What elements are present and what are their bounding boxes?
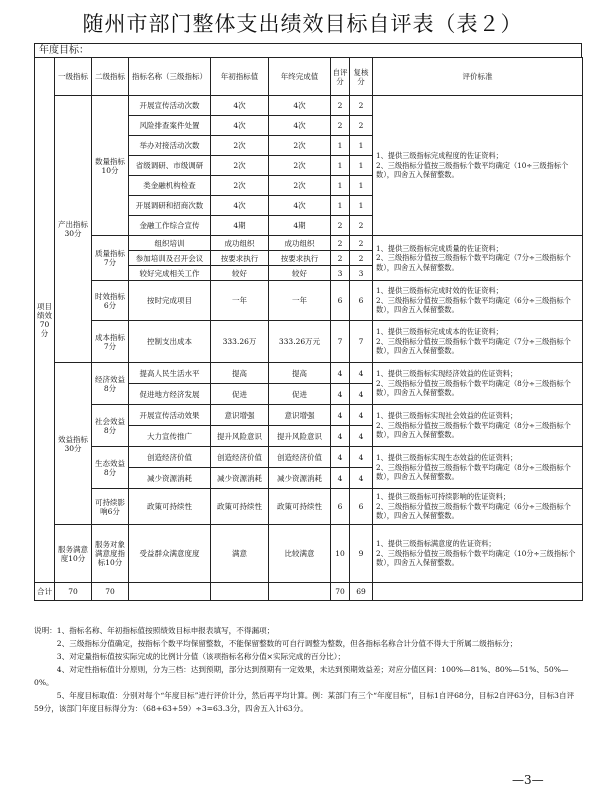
row-actual: 较好 xyxy=(269,266,331,281)
row-name: 按时完成项目 xyxy=(129,281,211,321)
row-self: 2 xyxy=(331,96,350,116)
row-name: 政策可持续性 xyxy=(129,489,211,525)
project-label: 项目绩效70分 xyxy=(35,58,55,583)
table-row xyxy=(35,363,583,384)
criteria-cost: 1、提供三级指标完成成本的佐证资料； 2、三级指标分值按三级指标个数平均确定（7分÷三级指标个数），四舍五入保留整数。 xyxy=(373,321,583,363)
table-row xyxy=(35,281,583,321)
criteria-economic: 1、提供三级指标实现经济效益的佐证资料； 2、三级指标分值按三级指标个数平均确定（8分÷三级指标个数），四舍五入保留整数。 xyxy=(373,363,583,405)
header-actual: 年终完成值 xyxy=(269,58,331,96)
row-review: 9 xyxy=(350,525,373,583)
row-name: 促进地方经济发展 xyxy=(129,384,211,405)
page-number: —3— xyxy=(512,773,544,787)
row-review: 1 xyxy=(350,136,373,156)
row-initial: 满意 xyxy=(211,525,269,583)
year-goal-label: 年度目标： xyxy=(34,43,582,57)
row-initial: 政策可持续性 xyxy=(211,489,269,525)
row-actual: 成功组织 xyxy=(269,236,331,251)
row-name: 大力宣传推广 xyxy=(129,426,211,447)
total-level2: 70 xyxy=(92,583,129,601)
row-review: 2 xyxy=(350,236,373,251)
row-initial: 一年 xyxy=(211,281,269,321)
row-name: 开展宣传活动次数 xyxy=(129,96,211,116)
row-review: 1 xyxy=(350,196,373,216)
group-satisfaction: 服务对象满意度指标10分 xyxy=(92,525,129,583)
row-self: 2 xyxy=(331,116,350,136)
row-name: 组织培训 xyxy=(129,236,211,251)
row-review: 4 xyxy=(350,384,373,405)
row-self: 1 xyxy=(331,136,350,156)
row-review: 1 xyxy=(350,156,373,176)
header-level1: 一级指标 xyxy=(55,58,92,96)
row-name: 控制支出成本 xyxy=(129,321,211,363)
row-initial: 提高 xyxy=(211,363,269,384)
row-self: 1 xyxy=(331,176,350,196)
header-self: 自评分 xyxy=(331,58,350,96)
group-quality: 质量指标7分 xyxy=(92,236,129,281)
row-actual: 333.26万元 xyxy=(269,321,331,363)
row-name: 提高人民生活水平 xyxy=(129,363,211,384)
row-actual: 2次 xyxy=(269,136,331,156)
group-quantity: 数量指标10分 xyxy=(92,96,129,236)
notes xyxy=(34,624,582,715)
total-row xyxy=(35,583,583,601)
header-name: 指标名称（三级指标） xyxy=(129,58,211,96)
row-name: 开展宣传活动效果 xyxy=(129,405,211,426)
row-name: 减少资源消耗 xyxy=(129,468,211,489)
row-initial: 促进 xyxy=(211,384,269,405)
row-self: 4 xyxy=(331,447,350,468)
row-initial: 2次 xyxy=(211,136,269,156)
note-line: 说明：1、指标名称、年初指标值按照绩效目标申报表填写，不得漏项； xyxy=(34,626,275,635)
row-self: 10 xyxy=(331,525,350,583)
row-actual: 4次 xyxy=(269,116,331,136)
row-self: 6 xyxy=(331,489,350,525)
table-row xyxy=(35,405,583,426)
table-row xyxy=(35,489,583,525)
row-review: 6 xyxy=(350,489,373,525)
row-actual: 2次 xyxy=(269,156,331,176)
group-output: 产出指标30分 xyxy=(55,96,92,363)
row-name: 金融工作综合宣传 xyxy=(129,216,211,236)
header-criteria: 评价标准 xyxy=(373,58,583,96)
row-self: 1 xyxy=(331,196,350,216)
row-review: 1 xyxy=(350,176,373,196)
criteria-sustain: 1、提供三级指标可持续影响的佐证资料； 2、三级指标分值按三级指标个数平均确定（6分÷三级指标个数），四舍五入保留整数。 xyxy=(373,489,583,525)
group-timeliness: 时效指标6分 xyxy=(92,281,129,321)
criteria-quantity: 1、提供三级指标完成程度的佐证资料； 2、三级指标分值按三级指标个数平均确定（10÷三级指标个数），四舍五入保留整数。 xyxy=(373,96,583,236)
row-name: 参加培训及召开会议 xyxy=(129,251,211,266)
row-self: 7 xyxy=(331,321,350,363)
criteria-timeliness: 1、提供三级指标完成时效的佐证资料； 2、三级指标分值按三级指标个数平均确定（6分÷三级指标个数），四舍五入保留整数。 xyxy=(373,281,583,321)
row-review: 6 xyxy=(350,281,373,321)
row-self: 2 xyxy=(331,251,350,266)
row-name: 开展调研和招商次数 xyxy=(129,196,211,216)
group-ecological: 生态效益8分 xyxy=(92,447,129,489)
row-initial: 较好 xyxy=(211,266,269,281)
total-review: 69 xyxy=(350,583,373,601)
row-initial: 减少资源消耗 xyxy=(211,468,269,489)
total-self: 70 xyxy=(331,583,350,601)
row-actual: 4次 xyxy=(269,196,331,216)
table-row xyxy=(35,96,583,116)
row-actual: 提升风险意识 xyxy=(269,426,331,447)
row-initial: 333.26万 xyxy=(211,321,269,363)
row-self: 6 xyxy=(331,281,350,321)
row-actual: 一年 xyxy=(269,281,331,321)
group-social: 社会效益8分 xyxy=(92,405,129,447)
total-level1: 70 xyxy=(55,583,92,601)
row-actual: 减少资源消耗 xyxy=(269,468,331,489)
row-initial: 4次 xyxy=(211,96,269,116)
row-self: 4 xyxy=(331,426,350,447)
criteria-social: 1、提供三级指标实现社会效益的佐证资料； 2、三级指标分值按三级指标个数平均确定（8分÷三级指标个数），四舍五入保留整数。 xyxy=(373,405,583,447)
row-initial: 提升风险意识 xyxy=(211,426,269,447)
note-line: 2、三级指标分值确定，按指标个数平均保留整数，不能保留整数的可自行调整为整数，但各指标名称合计分值不得大于所属二级指标分； xyxy=(56,639,518,648)
group-sustain: 可持续影响6分 xyxy=(92,489,129,525)
table-row xyxy=(35,525,583,583)
header-row xyxy=(35,58,583,96)
row-name: 较好完成相关工作 xyxy=(129,266,211,281)
criteria-quality: 1、提供三级指标完成质量的佐证资料； 2、三级指标分值按三级指标个数平均确定（7分÷三级指标个数），四舍五入保留整数。 xyxy=(373,236,583,281)
row-actual: 政策可持续性 xyxy=(269,489,331,525)
total-label: 合计 xyxy=(35,583,55,601)
row-actual: 比较满意 xyxy=(269,525,331,583)
group-cost: 成本指标7分 xyxy=(92,321,129,363)
group-service: 服务满意度10分 xyxy=(55,525,92,583)
row-review: 7 xyxy=(350,321,373,363)
row-self: 4 xyxy=(331,363,350,384)
row-review: 4 xyxy=(350,426,373,447)
row-name: 省级调研、市级调研 xyxy=(129,156,211,176)
row-actual: 提高 xyxy=(269,363,331,384)
row-self: 2 xyxy=(331,236,350,251)
row-actual: 创造经济价值 xyxy=(269,447,331,468)
row-actual: 4次 xyxy=(269,96,331,116)
row-review: 4 xyxy=(350,447,373,468)
row-review: 2 xyxy=(350,116,373,136)
page-title: 随州市部门整体支出绩效目标自评表（表２） xyxy=(82,12,523,36)
row-name: 创造经济价值 xyxy=(129,447,211,468)
row-review: 4 xyxy=(350,363,373,384)
group-benefit: 效益指标30分 xyxy=(55,363,92,525)
row-actual: 按要求执行 xyxy=(269,251,331,266)
row-initial: 2次 xyxy=(211,156,269,176)
row-self: 4 xyxy=(331,468,350,489)
row-initial: 成功组织 xyxy=(211,236,269,251)
row-name: 类金融机构检查 xyxy=(129,176,211,196)
row-actual: 意识增强 xyxy=(269,405,331,426)
note-line: 5、年度目标取值：分别对每个“年度目标”进行评价计分，然后再平均计算。例：某部门有三个“年度目标”，目标1自评68分，目标2自评63分，目标3自评59分，该部门年度目标得分为：（68+63+59）÷3=63.3分，四舍五入计63分。 xyxy=(34,691,575,713)
table-row xyxy=(35,447,583,468)
row-actual: 4期 xyxy=(269,216,331,236)
row-initial: 4期 xyxy=(211,216,269,236)
row-self: 4 xyxy=(331,384,350,405)
evaluation-table xyxy=(34,57,583,601)
row-actual: 2次 xyxy=(269,176,331,196)
row-initial: 按要求执行 xyxy=(211,251,269,266)
row-review: 2 xyxy=(350,251,373,266)
header-level2: 二级指标 xyxy=(92,58,129,96)
row-initial: 4次 xyxy=(211,196,269,216)
row-name: 风险排查案件处置 xyxy=(129,116,211,136)
criteria-ecological: 1、提供三级指标实现生态效益的佐证资料； 2、三级指标分值按三级指标个数平均确定（8分÷三级指标个数），四舍五入保留整数。 xyxy=(373,447,583,489)
row-review: 4 xyxy=(350,468,373,489)
row-initial: 4次 xyxy=(211,116,269,136)
header-initial: 年初指标值 xyxy=(211,58,269,96)
table-row xyxy=(35,236,583,251)
note-line: 3、对定量指标值按实际完成的比例计分值（该项指标名称分值×实际完成的百分比）； xyxy=(56,652,346,661)
row-initial: 创造经济价值 xyxy=(211,447,269,468)
row-review: 2 xyxy=(350,96,373,116)
criteria-satisfaction: 1、提供三级指标满意度的佐证资料； 2、三级指标分值按三级指标个数平均确定（10分÷三级指标个数），四舍五入保留整数。 xyxy=(373,525,583,583)
row-review: 2 xyxy=(350,216,373,236)
row-name: 举办对接活动次数 xyxy=(129,136,211,156)
row-self: 4 xyxy=(331,405,350,426)
row-initial: 意识增强 xyxy=(211,405,269,426)
group-economic: 经济效益8分 xyxy=(92,363,129,405)
header-review: 复核分 xyxy=(350,58,373,96)
row-name: 受益群众满意度度 xyxy=(129,525,211,583)
row-self: 1 xyxy=(331,156,350,176)
table-row xyxy=(35,321,583,363)
row-self: 3 xyxy=(331,266,350,281)
row-review: 3 xyxy=(350,266,373,281)
note-line: 4、对定性指标值计分原则，分为三档：达到预期，部分达到预期有一定效果，未达到预期效益差；对应分值区间：100%—81%、80%—51%、50%—0%。 xyxy=(34,665,569,687)
row-self: 2 xyxy=(331,216,350,236)
row-initial: 2次 xyxy=(211,176,269,196)
row-actual: 促进 xyxy=(269,384,331,405)
row-review: 4 xyxy=(350,405,373,426)
